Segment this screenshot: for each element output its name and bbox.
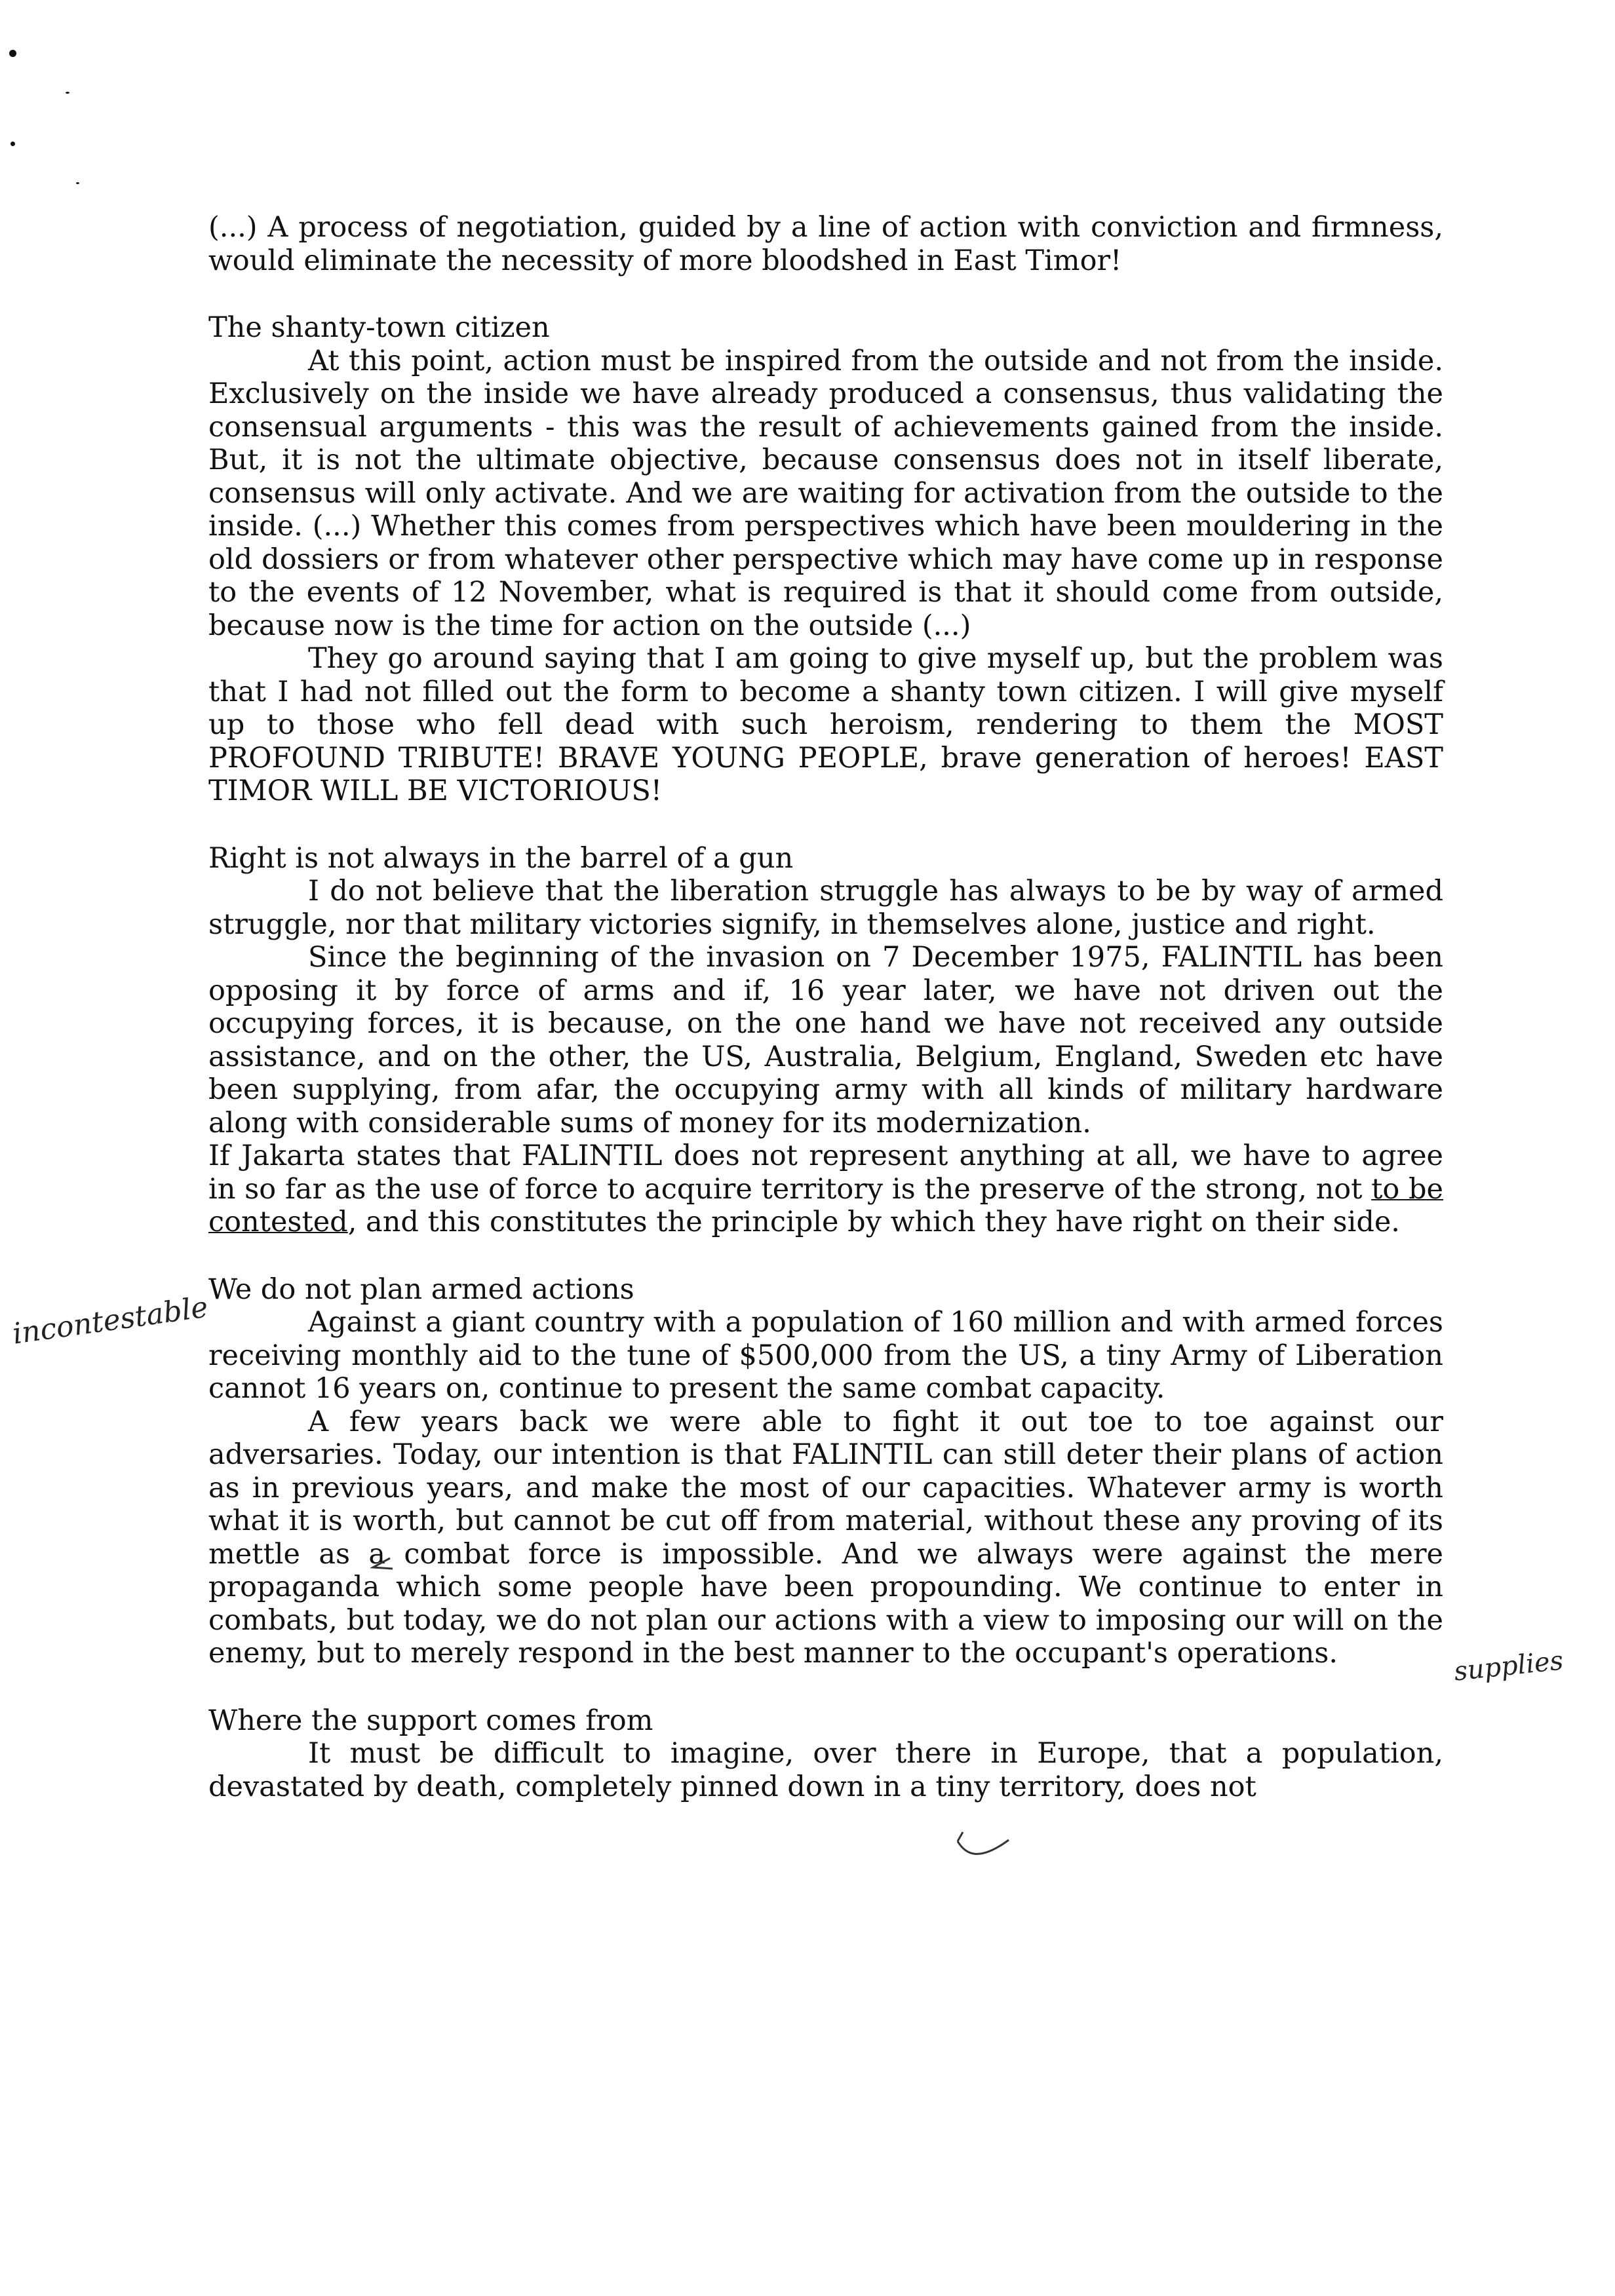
- paragraph: Against a giant country with a population of 160 million and with armed forces receiving monthly aid to the tune of $500,000 from the US, a tiny Army of Liberation cannot 16 years on, continue to present the same combat capacity.: [208, 1306, 1443, 1405]
- section-shanty-town: [208, 311, 1443, 808]
- text-run: If Jakarta states that FALINTIL does not represent anything at all, we have to agree in so far as the use of force to acquire territory is the preserve of the strong, not: [208, 1139, 1443, 1206]
- text-run: , and this constitutes the principle by which they have right on their side.: [347, 1206, 1400, 1238]
- opening-paragraph: (...) A process of negotiation, guided by a line of action with conviction and firmness, would eliminate the necessity of more bloodshed in East Timor!: [208, 211, 1443, 277]
- section-heading: We do not plan armed actions: [208, 1272, 634, 1306]
- underlined-phrase: to be contested: [208, 1172, 1444, 1238]
- section-support: [208, 1704, 1443, 1804]
- paragraph: It must be difficult to imagine, over there in Europe, that a population, devastated by death, completely pinned down in a tiny territory, does not: [208, 1737, 1443, 1803]
- paragraph: At this point, action must be inspired from the outside and not from the inside. Exclusively on the inside we have already produced a consensus, thus validating the consensual arguments - this was the result of achievements gained from the inside. But, it is not the ultimate objective, because consensus does not in itself liberate, consensus will only activate. And we are waiting for activation from the outside to the inside. (...) Whether this comes from perspectives which have been mouldering in the old dossiers or from whatever other perspective which may have come up in response to the events of 12 November, what is required is that it should come from outside, because now is the time for action on the outside (...): [208, 344, 1443, 642]
- paragraph: They go around saying that I am going to give myself up, but the problem was that I had not filled out the form to become a shanty town citizen. I will give myself up to those who fell dead with such heroism, rendering to them the MOST PROFOUND TRIBUTE! BRAVE YOUNG PEOPLE, brave generation of heroes! EAST TIMOR WILL BE VICTORIOUS!: [208, 642, 1443, 807]
- paragraph: A few years back we were able to fight it out toe to toe against our adversaries. Today, our intention is that FALINTIL can still deter their plans of action as in previous years, and make the most of our capacities. Whatever army is worth what it is worth, but cannot be cut off from material, without these any proving of its mettle as a combat force is impossible. And we always were against the mere propaganda which some people have been propounding. We continue to enter in combats, but today, we do not plan our actions with a view to imposing our will on the enemy, but to merely respond in the best manner to the occupant's operations.: [208, 1405, 1443, 1670]
- pen-arrow-mark: [370, 1553, 416, 1573]
- pen-caret-mark: [954, 1828, 1013, 1867]
- scan-speck: [9, 50, 16, 57]
- section-heading: Where the support comes from: [208, 1704, 653, 1737]
- handwritten-note-left: incontestable: [10, 1290, 210, 1351]
- section-armed-actions: [208, 1273, 1443, 1670]
- scan-speck: [10, 142, 15, 146]
- section-right-not-gun: [208, 842, 1443, 1239]
- paragraph: Since the beginning of the invasion on 7 December 1975, FALINTIL has been opposing it by force of arms and if, 16 year later, we have not driven out the occupying forces, it is because, on the one hand we have not received any outside assistance, and on the other, the US, Australia, Belgium, England, Sweden etc have been supplying, from afar, the occupying army with all kinds of military hardware along with considerable sums of money for its modernization.: [208, 941, 1443, 1139]
- scan-speck: [76, 182, 79, 184]
- handwritten-note-right: supplies: [1452, 1645, 1565, 1687]
- section-heading: The shanty-town citizen: [208, 311, 550, 344]
- section-heading: Right is not always in the barrel of a gun: [208, 841, 794, 875]
- paragraph-jakarta: [208, 1139, 1443, 1239]
- paragraph: I do not believe that the liberation struggle has always to be by way of armed struggle, nor that military victories signify, in themselves alone, justice and right.: [208, 875, 1443, 941]
- scan-speck: [66, 92, 69, 94]
